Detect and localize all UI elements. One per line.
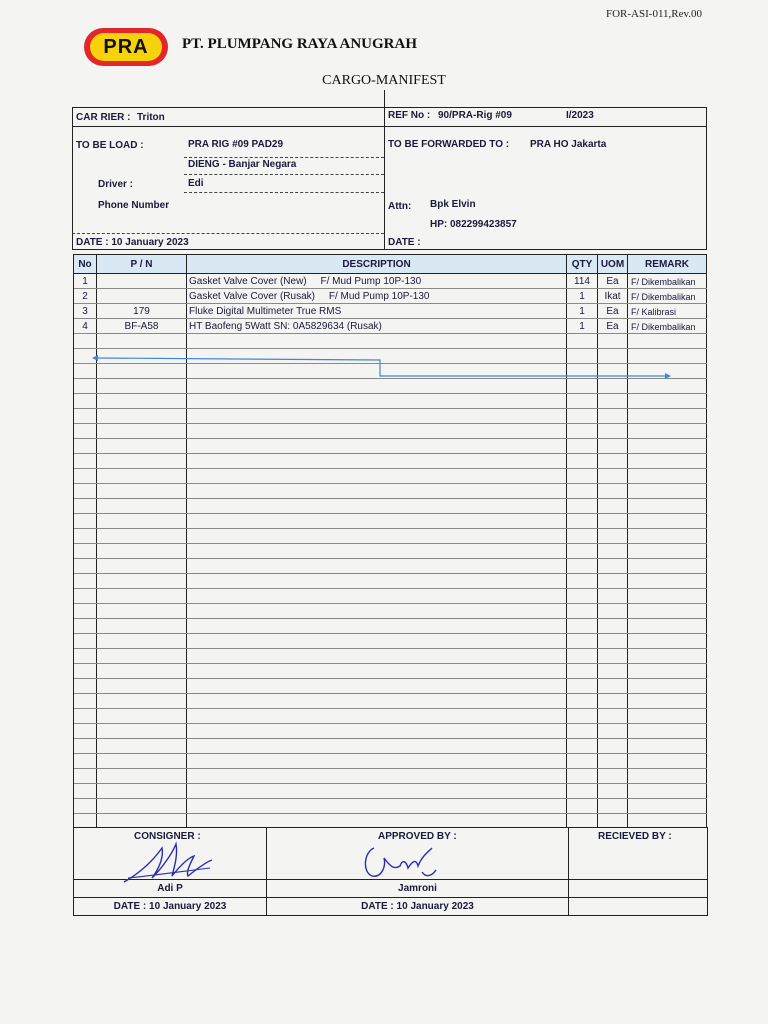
received-label: RECIEVED BY : bbox=[598, 831, 672, 842]
to-be-load-line2: DIENG - Banjar Negara bbox=[188, 159, 297, 170]
table-rule-line bbox=[74, 663, 707, 664]
document-title: CARGO-MANIFEST bbox=[322, 73, 446, 88]
row-qty: 1 bbox=[579, 291, 585, 302]
attn-label: Attn: bbox=[388, 201, 412, 212]
table-rule-line bbox=[74, 573, 707, 574]
row-no: 3 bbox=[82, 306, 88, 317]
row-description: Gasket Valve Cover (New) F/ Mud Pump 10P-130 bbox=[189, 276, 422, 287]
approved-label: APPROVED BY : bbox=[378, 831, 457, 842]
approver-date: DATE : 10 January 2023 bbox=[361, 901, 474, 912]
driver-value: Edi bbox=[188, 178, 204, 189]
ref-label: REF No : bbox=[388, 110, 431, 121]
date-left: DATE : 10 January 2023 bbox=[76, 237, 189, 248]
row-no: 4 bbox=[82, 321, 88, 332]
row-remark: F/ Dikembalikan bbox=[631, 292, 696, 302]
ref-period: I/2023 bbox=[566, 110, 594, 121]
col-uom: UOM bbox=[600, 259, 625, 270]
row-remark: F/ Dikembalikan bbox=[631, 322, 696, 332]
col-pn: P / N bbox=[130, 259, 153, 270]
carrier-value: Triton bbox=[137, 112, 165, 123]
company-logo bbox=[84, 28, 168, 66]
col-qty: QTY bbox=[571, 259, 593, 270]
row-no: 2 bbox=[82, 291, 88, 302]
row-uom: Ea bbox=[606, 306, 619, 317]
table-rule-line bbox=[74, 768, 707, 769]
table-rule-line bbox=[74, 318, 707, 319]
strike-arrow-line bbox=[90, 350, 680, 385]
company-name: PT. PLUMPANG RAYA ANUGRAH bbox=[182, 36, 418, 52]
phone-label: Phone Number bbox=[98, 200, 170, 211]
table-rule-line bbox=[74, 453, 707, 454]
title-divider bbox=[384, 90, 385, 107]
table-rule-line bbox=[74, 708, 707, 709]
attn-name: Bpk Elvin bbox=[430, 199, 476, 210]
consigner-signature bbox=[118, 838, 218, 886]
consigner-label: CONSIGNER : bbox=[134, 831, 201, 842]
table-rule-line bbox=[74, 813, 707, 814]
table-rule-line bbox=[74, 408, 707, 409]
table-rule-line bbox=[74, 483, 707, 484]
forwarded-value: PRA HO Jakarta bbox=[530, 139, 607, 150]
row-description: Fluke Digital Multimeter True RMS bbox=[189, 306, 342, 317]
table-rule-line bbox=[74, 618, 707, 619]
row-uom: Ea bbox=[606, 321, 619, 332]
table-rule-line bbox=[74, 423, 707, 424]
table-rule-line bbox=[74, 633, 707, 634]
table-rule-line bbox=[74, 333, 707, 334]
row-remark: F/ Kalibrasi bbox=[631, 307, 677, 317]
table-rule-line bbox=[74, 753, 707, 754]
row-pn: 179 bbox=[133, 306, 150, 317]
row-qty: 1 bbox=[579, 306, 585, 317]
row-description: HT Baofeng 5Watt SN: 0A5829634 (Rusak) bbox=[189, 321, 382, 332]
driver-label: Driver : bbox=[98, 179, 134, 190]
to-be-load-line1: PRA RIG #09 PAD29 bbox=[188, 139, 284, 150]
approver-name: Jamroni bbox=[398, 883, 437, 894]
row-description: Gasket Valve Cover (Rusak) F/ Mud Pump 10P-130 bbox=[189, 291, 430, 302]
table-rule-line bbox=[74, 588, 707, 589]
row-no: 1 bbox=[82, 276, 88, 287]
forwarded-label: TO BE FORWARDED TO : bbox=[388, 139, 510, 150]
table-rule-line bbox=[74, 528, 707, 529]
table-rule-line bbox=[74, 468, 707, 469]
table-rule-line bbox=[74, 348, 707, 349]
table-rule-line bbox=[74, 558, 707, 559]
table-rule-line bbox=[74, 498, 707, 499]
consigner-date: DATE : 10 January 2023 bbox=[113, 901, 227, 912]
table-rule-line bbox=[74, 648, 707, 649]
table-rule-line bbox=[74, 783, 707, 784]
consigner-name: Adi P bbox=[157, 883, 183, 894]
table-rule-line bbox=[74, 603, 707, 604]
row-uom: Ikat bbox=[604, 291, 621, 302]
row-qty: 1 bbox=[579, 321, 585, 332]
ref-value: 90/PRA-Rig #09 bbox=[438, 110, 512, 121]
date-right: DATE : bbox=[388, 237, 421, 248]
table-rule-line bbox=[74, 288, 707, 289]
row-uom: Ea bbox=[606, 276, 619, 287]
table-rule-line bbox=[74, 303, 707, 304]
table-rule-line bbox=[74, 693, 707, 694]
col-no: No bbox=[78, 259, 92, 270]
row-pn: BF-A58 bbox=[124, 321, 159, 332]
col-remark: REMARK bbox=[645, 259, 689, 270]
table-rule-line bbox=[74, 393, 707, 394]
table-rule-line bbox=[74, 723, 707, 724]
col-description: DESCRIPTION bbox=[342, 259, 411, 270]
table-rule-line bbox=[74, 438, 707, 439]
table-rule-line bbox=[74, 798, 707, 799]
company-logo-text: PRA bbox=[90, 33, 162, 61]
row-remark: F/ Dikembalikan bbox=[631, 277, 696, 287]
table-rule-line bbox=[74, 678, 707, 679]
attn-phone: HP: 082299423857 bbox=[430, 219, 517, 230]
table-rule-line bbox=[74, 513, 707, 514]
row-qty: 114 bbox=[574, 276, 590, 287]
table-rule-line bbox=[74, 738, 707, 739]
to-be-load-label: TO BE LOAD : bbox=[76, 140, 144, 151]
table-rule-line bbox=[74, 543, 707, 544]
form-code: FOR-ASI-011,Rev.00 bbox=[606, 8, 703, 20]
approver-signature bbox=[356, 836, 446, 882]
carrier-label: CAR RIER : bbox=[76, 112, 131, 123]
